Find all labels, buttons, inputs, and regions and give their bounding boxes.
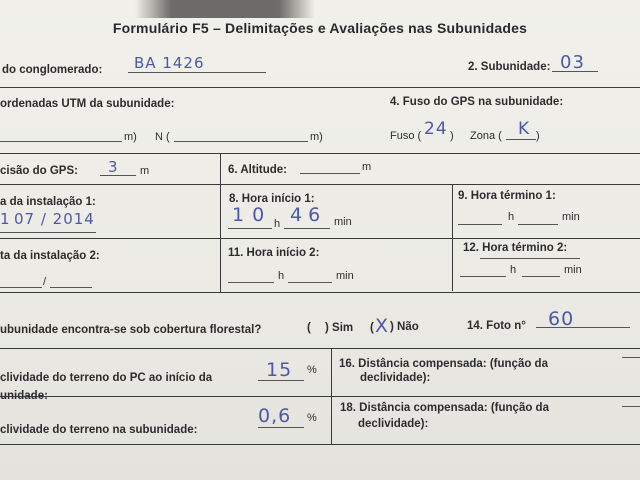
row-divider: [0, 87, 640, 88]
decliv-pc-label: clividade do terreno do PC ao início da: [0, 372, 213, 384]
install1-line: [0, 232, 96, 233]
dist16-label-2: declividade):: [360, 372, 431, 384]
hora-termino2-min-unit: min: [564, 264, 582, 276]
decliv-pc-percent: %: [307, 364, 317, 376]
gps-precision-label: cisão do GPS:: [0, 165, 78, 177]
subunidade-value[interactable]: 03: [560, 52, 585, 73]
install1-prefix: 1: [0, 210, 11, 228]
row-divider: [0, 348, 640, 349]
row-divider: [0, 292, 640, 293]
hora-inicio1-min-value[interactable]: 46: [290, 204, 327, 226]
hora-termino2-underline: [480, 258, 580, 259]
install1-date-value[interactable]: 07 / 2014: [14, 210, 95, 228]
coord-n-line[interactable]: [174, 141, 308, 142]
altitude-label: 6. Altitude:: [228, 164, 287, 176]
install2-label: ta da instalação 2:: [0, 250, 100, 262]
coord-n-unit: m): [310, 131, 323, 143]
coord-e-line: [0, 141, 122, 142]
coords-label: ordenadas UTM da subunidade:: [0, 98, 175, 110]
hora-termino1-min-line[interactable]: [518, 224, 558, 225]
hora-inicio2-min-unit: min: [336, 270, 354, 282]
sim-label: ) Sim: [325, 322, 354, 334]
fuso-close: ): [450, 130, 454, 142]
hora-termino2-min-line[interactable]: [522, 276, 560, 277]
col-divider: [220, 153, 221, 293]
hora-inicio1-h-value[interactable]: 10: [232, 204, 273, 226]
hora-inicio1-h-line: [228, 228, 272, 229]
foto-label: 14. Foto n°: [467, 320, 526, 332]
dist18-label-2: declividade):: [358, 418, 429, 430]
fuso-label: Fuso (: [390, 130, 422, 142]
hora-termino1-h-unit: h: [508, 211, 515, 223]
hora-termino1-label: 9. Hora término 1:: [458, 190, 556, 202]
dist18-label: 18. Distância compensada: (função da: [340, 402, 549, 414]
decliv-pc-label-2: unidade:: [0, 390, 48, 402]
install2-line-b[interactable]: [50, 287, 92, 288]
dist18-line[interactable]: [622, 406, 640, 407]
row-divider: [0, 396, 640, 397]
hora-inicio1-h-unit: h: [274, 218, 281, 230]
coord-n-label: N (: [155, 131, 170, 143]
conglomerado-label: do conglomerado:: [2, 64, 103, 76]
hora-inicio2-h-unit: h: [278, 270, 285, 282]
dist16-label: 16. Distância compensada: (função da: [339, 358, 548, 370]
hora-termino1-h-line[interactable]: [458, 224, 502, 225]
coord-e-unit: m): [124, 131, 137, 143]
conglomerado-line: [128, 72, 266, 73]
conglomerado-value[interactable]: BA 1426: [134, 54, 205, 72]
install2-line-a[interactable]: [0, 287, 42, 288]
decliv-pc-line: [258, 380, 304, 381]
nao-label: ) Não: [390, 321, 419, 333]
zona-close: ): [536, 130, 540, 142]
hora-inicio2-min-line[interactable]: [288, 282, 332, 283]
row-divider: [0, 238, 640, 239]
zona-line: [506, 139, 536, 140]
fuso-gps-label: 4. Fuso do GPS na subunidade:: [390, 96, 564, 108]
hora-termino2-label: 12. Hora término 2:: [463, 242, 568, 254]
row-divider: [0, 444, 640, 445]
subunidade-label: 2. Subunidade:: [468, 61, 551, 73]
altitude-line[interactable]: [300, 173, 360, 174]
nao-paren[interactable]: (: [370, 322, 374, 334]
hora-termino1-min-unit: min: [562, 211, 580, 223]
decliv-sub-value[interactable]: 0,6: [258, 405, 292, 427]
hora-inicio1-min-unit: min: [334, 216, 352, 228]
zona-value[interactable]: K: [518, 119, 531, 139]
gps-precision-value[interactable]: 3: [108, 158, 119, 176]
hora-inicio1-min-line: [284, 228, 330, 229]
dist16-line[interactable]: [622, 357, 640, 358]
row-divider: [0, 153, 640, 154]
decliv-pc-value[interactable]: 15: [266, 359, 293, 381]
foto-value[interactable]: 60: [548, 308, 575, 330]
gps-precision-unit: m: [140, 165, 150, 177]
decliv-sub-percent: %: [307, 412, 317, 424]
top-shadow: [135, 0, 315, 18]
install2-slash: /: [43, 276, 47, 288]
form-title: Formulário F5 – Delimitações e Avaliações nas Subunidades: [112, 20, 528, 36]
decliv-sub-line: [258, 427, 304, 428]
hora-termino2-h-line[interactable]: [460, 276, 506, 277]
hora-termino2-h-unit: h: [510, 264, 517, 276]
sim-paren[interactable]: (: [307, 322, 311, 334]
zona-label: Zona (: [470, 130, 502, 142]
nao-checkmark[interactable]: X: [375, 315, 390, 337]
decliv-sub-label: clividade do terreno na subunidade:: [0, 424, 198, 436]
hora-inicio2-h-line[interactable]: [228, 282, 274, 283]
install1-label: a da instalação 1:: [0, 196, 96, 208]
hora-inicio2-label: 11. Hora início 2:: [228, 247, 320, 259]
fuso-value[interactable]: 24: [424, 119, 448, 139]
altitude-unit: m: [362, 161, 372, 173]
hora-inicio1-label: 8. Hora início 1:: [229, 193, 315, 205]
row-divider: [0, 184, 640, 185]
cobertura-label: ubunidade encontra-se sob cobertura florestal?: [0, 324, 262, 336]
